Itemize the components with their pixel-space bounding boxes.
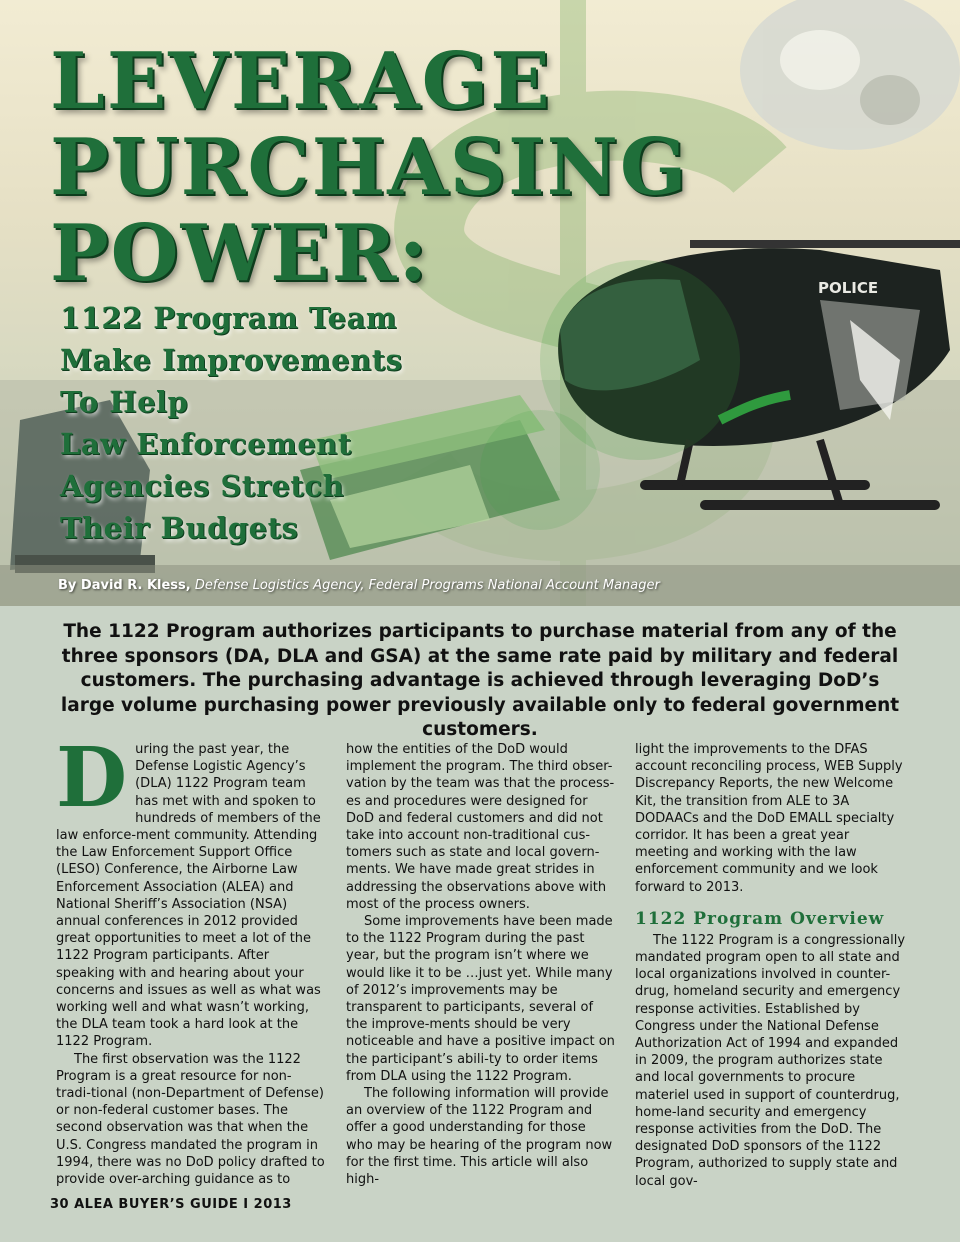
body-paragraph: Some improvements have been made to the 1122 Program during the past year, but the program isn’t where we would like it to be …just yet. While many of 2012’s improvements may be transparent to participants, several of the improve-ments should be very noticeable and have a positive impact on the participant’s abili-ty to order items from DLA using the 1122 Program. — [346, 914, 615, 1084]
headline-line-2: PURCHASING — [50, 122, 689, 213]
subhead-line: To Help — [60, 385, 189, 419]
body-paragraph: how the entities of the DoD would implement the program. The third obser-vation by the team was that the process-es and procedures were designed for DoD and federal customers and did not take into account non-traditional cus-tomers such as state and local govern-ments. We have made great strides in addressing the observations above with most of the process owners. — [346, 742, 615, 912]
headline-line-1: LEVERAGE — [50, 36, 552, 127]
body-paragraph: light the improvements to the DFAS account reconciling process, WEB Supply Discrepancy Reports, the new Welcome Kit, the transition from ALE to 3A DODAACs and the DoD EMALL specialty corridor. It has been a great year meeting and working with the law enforcement community and we look forward to 2013. — [635, 742, 903, 895]
subhead-line: 1122 Program Team — [60, 301, 398, 335]
body-paragraph: uring the past year, the Defense Logistic Agency’s (DLA) 1122 Program team has met with and spoken to hundreds of members of the law enforce-ment community. Attending the Law Enforcement Support Office (LESO) Conference, the Airborne Law Enforcement Association (ALEA) and National Sheriff’s Association (NSA) annual conferences in 2012 provided great opportunities to meet a lot of the 1122 Program participants. After speaking with and hearing about your concerns and issues as well as what was working well and what wasn’t working, the DLA team took a hard look at the 1122 Program. — [56, 742, 321, 1050]
page-footer: 30 ALEA BUYER’S GUIDE I 2013 — [50, 1197, 292, 1212]
article-column-2 — [346, 741, 616, 1188]
section-heading: 1122 Program Overview — [635, 908, 885, 929]
byline-author: By David R. Kless, — [58, 578, 191, 593]
engine-image — [740, 0, 960, 150]
lede-paragraph: The 1122 Program authorizes participants to purchase material from any of the three sponsors (DA, DLA and GSA) at the same rate paid by military and federal customers. The purchasing advantage is achieved through leveraging DoD’s large volume purchasing power previously available only to federal government customers. — [60, 621, 900, 740]
subhead-line: Make Improvements — [60, 343, 403, 377]
article-column-3 — [635, 741, 905, 1190]
body-paragraph: The first observation was the 1122 Program is a great resource for non-tradi-tional (non-Department of Defense) or non-federal customer bases. The second observation was that when the U.S. Congress mandated the program in 1994, there was no DoD policy drafted to provide over-arching guidance as to — [56, 1051, 325, 1188]
subhead-line: Their Budgets — [60, 511, 299, 545]
subhead-line: Agencies Stretch — [60, 469, 345, 503]
byline — [58, 578, 660, 593]
drop-cap: D — [56, 730, 128, 826]
hero-banner — [0, 0, 960, 606]
helicopter-label: POLICE — [818, 279, 879, 297]
article-column-1 — [56, 730, 326, 1188]
headline-line-3: POWER: — [50, 208, 430, 299]
subhead-line: Law Enforcement — [60, 427, 352, 461]
byline-title: Defense Logistics Agency, Federal Programs National Account Manager — [194, 578, 660, 593]
body-paragraph: The 1122 Program is a congressionally mandated program open to all state and local organizations involved in counter-drug, homeland security and emergency response activities. Established by Congress under the National Defense Authorization Act of 1994 and expanded in 2009, the program authorizes state and local governments to procure materiel used in support of counterdrug, home-land security and emergency response activities from the DoD. The designated DoD sponsors of the 1122 Program, authorized to supply state and local gov- — [635, 932, 906, 1189]
body-paragraph: The following information will provide an overview of the 1122 Program and offer a good understanding for those who may be hearing of the program now for the first time. This article will also high- — [346, 1086, 613, 1188]
green-overlay-circle — [480, 410, 600, 530]
